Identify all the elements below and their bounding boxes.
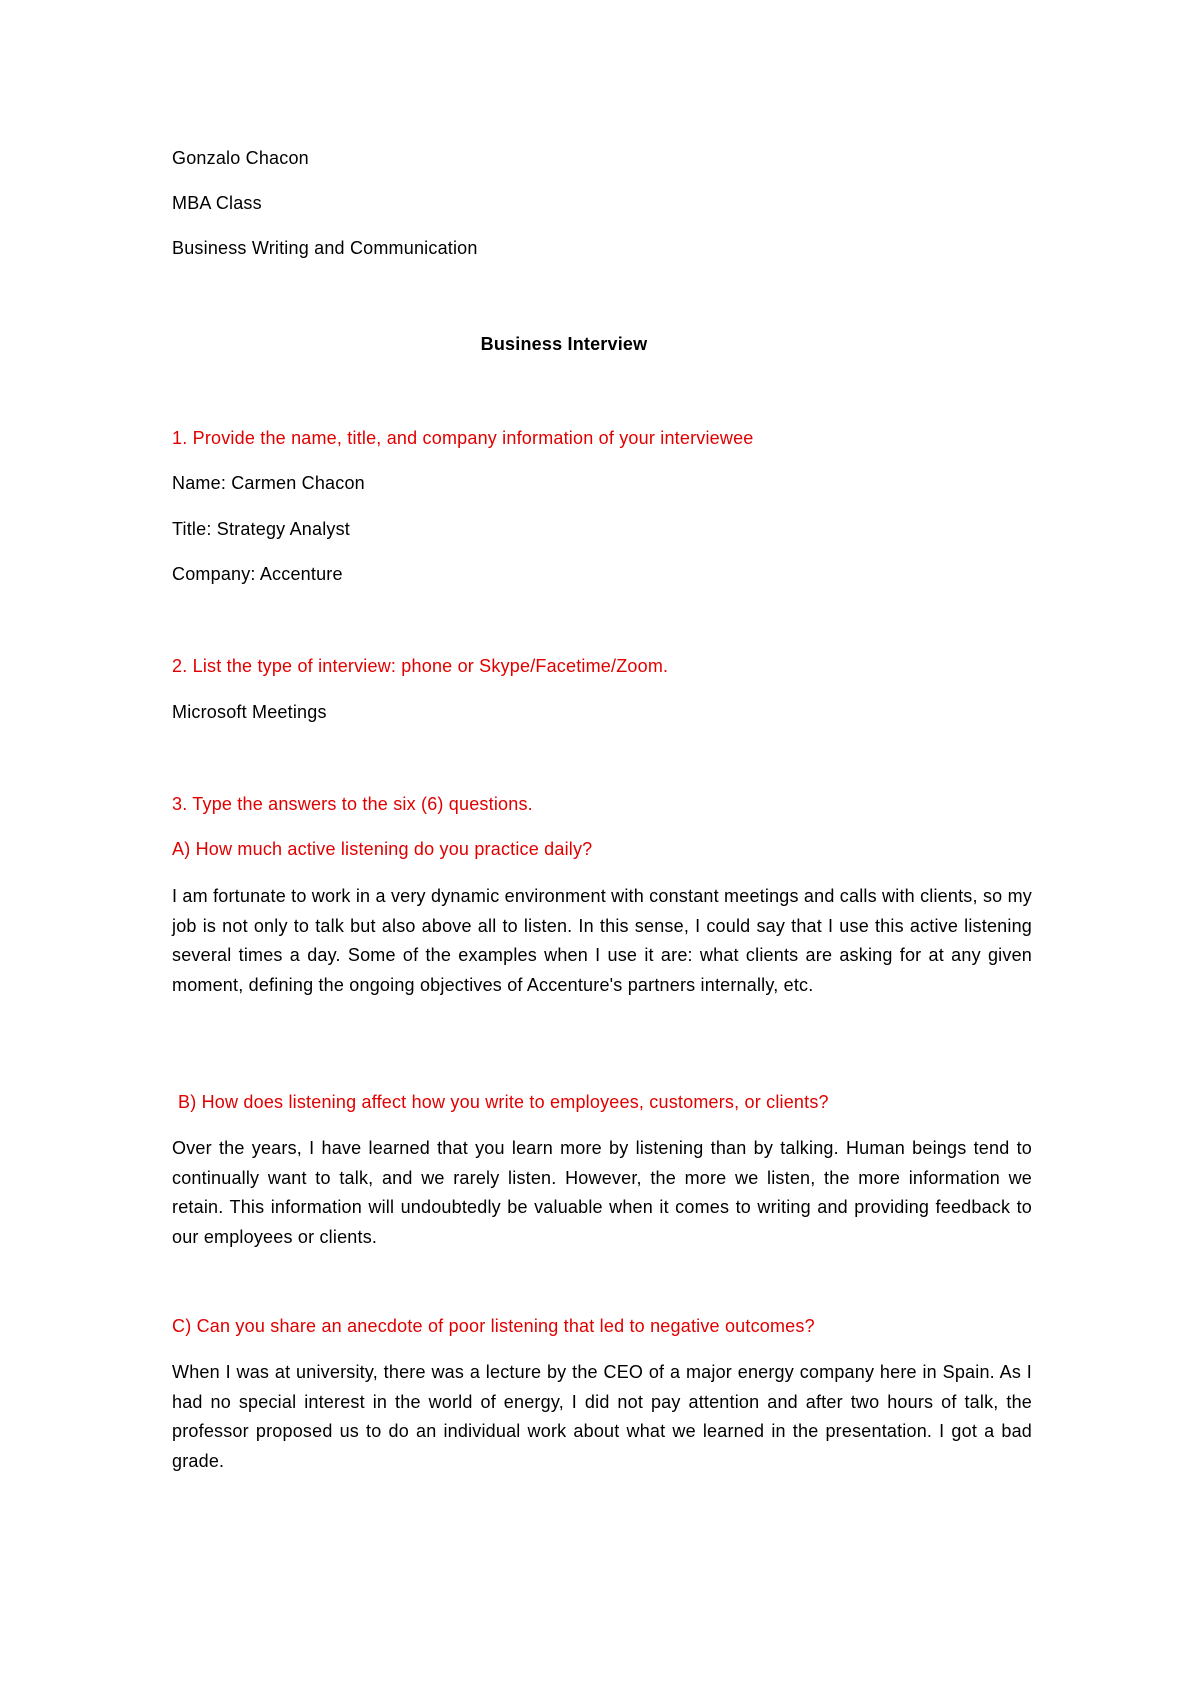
question-2-heading: 2. List the type of interview: phone or Skype/Facetime/Zoom. bbox=[172, 656, 669, 676]
question-3-heading: 3. Type the answers to the six (6) questions. bbox=[172, 794, 533, 814]
question-b: B) How does listening affect how you write to employees, customers, or clients? bbox=[178, 1092, 829, 1112]
interviewee-name: Name: Carmen Chacon bbox=[172, 473, 365, 493]
class-name: MBA Class bbox=[172, 193, 262, 213]
interviewee-company: Company: Accenture bbox=[172, 564, 343, 584]
answer-b: Over the years, I have learned that you learn more by listening than by talking. Human beings tend to continually want to talk, and we rarely listen. However, the more we listen, the more information we retain. This information will undoubtedly be valuable when it comes to writing and providing feedback to our employees or clients. bbox=[172, 1138, 1032, 1247]
interview-type-answer: Microsoft Meetings bbox=[172, 702, 327, 722]
question-a: A) How much active listening do you practice daily? bbox=[172, 839, 593, 859]
course-name: Business Writing and Communication bbox=[172, 238, 478, 258]
question-c: C) Can you share an anecdote of poor listening that led to negative outcomes? bbox=[172, 1316, 815, 1336]
author-name: Gonzalo Chacon bbox=[172, 148, 309, 168]
answer-a: I am fortunate to work in a very dynamic environment with constant meetings and calls with clients, so my job is not only to talk but also above all to listen. In this sense, I could say that I use this active listening several times a day. Some of the examples when I use it are: what clients are asking for at any given moment, defining the ongoing objectives of Accenture's partners internally, etc. bbox=[172, 886, 1032, 995]
document-title: Business Interview bbox=[480, 334, 648, 354]
answer-c: When I was at university, there was a lecture by the CEO of a major energy company here in Spain. As I had no special interest in the world of energy, I did not pay attention and after two hours of talk, the professor proposed us to do an individual work about what we learned in the presentation. I got a bad grade. bbox=[172, 1362, 1032, 1471]
question-1-heading: 1. Provide the name, title, and company information of your interviewee bbox=[172, 428, 754, 448]
interviewee-title: Title: Strategy Analyst bbox=[172, 519, 351, 539]
